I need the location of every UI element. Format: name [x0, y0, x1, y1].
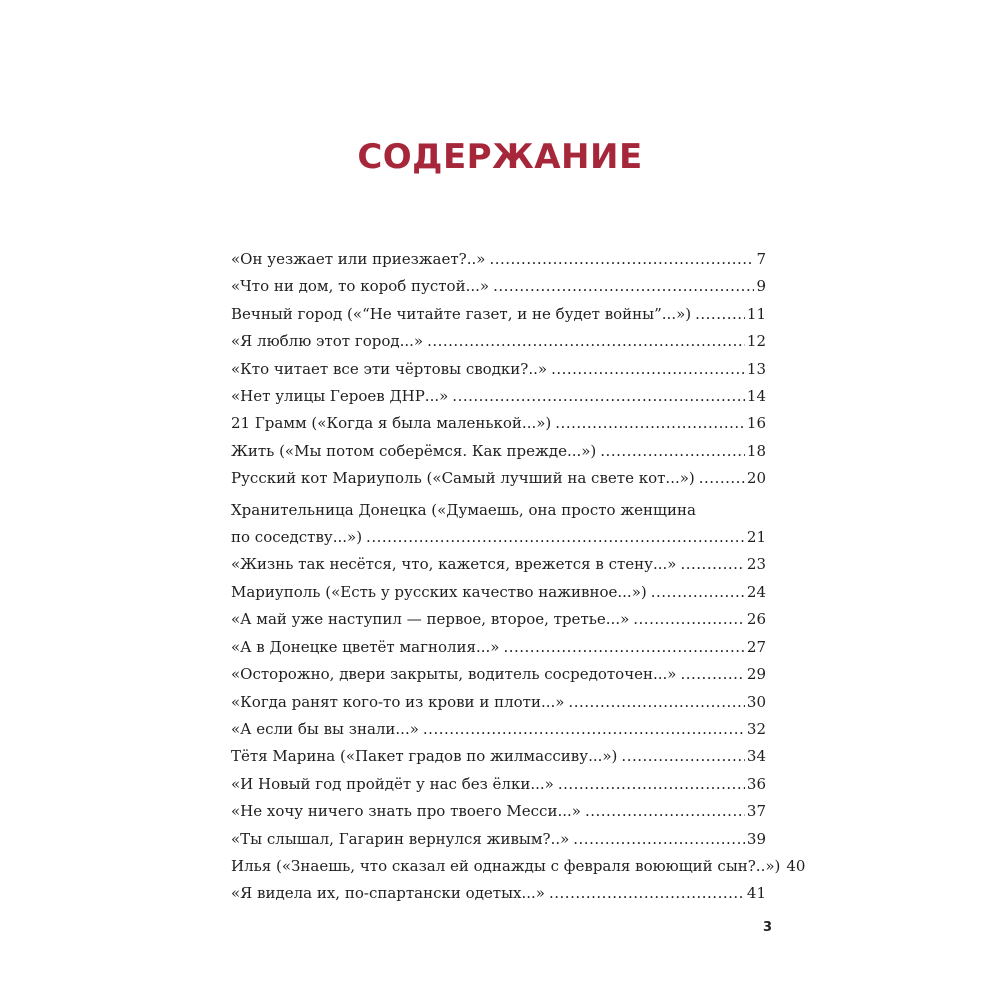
toc-entry	[231, 689, 766, 716]
toc-leader-dots	[585, 798, 745, 825]
toc-entry	[231, 579, 766, 606]
toc-entry-line	[231, 465, 766, 492]
toc-entry-title: «А май уже наступил — первое, второе, третье...»	[231, 610, 630, 629]
toc-entry	[231, 328, 766, 355]
toc-entry-title: Илья («Знаешь, что сказал ей однажды с февраля воюющий сын?..»)	[231, 856, 781, 875]
toc-entry-line	[231, 410, 766, 437]
toc-leader-dots	[493, 273, 754, 300]
toc-entry-page: 13	[746, 359, 766, 378]
toc-entry-line	[231, 661, 766, 688]
toc-entry-line	[231, 246, 766, 273]
toc-entry-page: 36	[746, 774, 766, 793]
toc-entry-title: «Он уезжает или приезжает?..»	[231, 250, 486, 268]
toc-leader-dots	[651, 579, 745, 606]
toc-entry	[231, 273, 766, 300]
toc-entry-title: «Нет улицы Героев ДНР...»	[231, 387, 449, 406]
toc-entry-line	[231, 634, 766, 661]
toc-entry-line	[231, 743, 766, 770]
toc-entry	[231, 438, 766, 465]
toc-leader-dots	[699, 465, 745, 492]
toc-entry-title: 21 Грамм («Когда я была маленькой...»)	[231, 414, 552, 433]
toc-leader-dots	[503, 634, 744, 661]
toc-entry-title: «Не хочу ничего знать про твоего Месси...»	[231, 802, 581, 821]
toc-entry-line	[231, 606, 766, 633]
toc-entry	[231, 880, 766, 907]
toc-entry-title: Жить («Мы потом соберёмся. Как прежде...»)	[231, 441, 597, 460]
toc-entry-line	[231, 551, 766, 578]
toc-entry	[231, 246, 766, 273]
toc-entry-title: «Когда ранят кого-то из крови и плоти...»	[231, 692, 565, 711]
toc-entry-page: 12	[746, 332, 766, 351]
toc-entry-page: 9	[756, 277, 766, 296]
toc-entry	[231, 634, 766, 661]
toc-leader-dots	[427, 328, 745, 355]
toc-entry-line	[231, 853, 806, 880]
toc-entry-page: 23	[746, 555, 766, 574]
toc-entry-line	[231, 301, 766, 328]
toc-entry-title: «Жизнь так несётся, что, кажется, врежется в стену...»	[231, 555, 677, 574]
toc-entry-page: 29	[746, 665, 766, 684]
toc-entry-page: 14	[746, 387, 766, 406]
toc-entry	[231, 853, 806, 880]
toc-entry-title: «А в Донецке цветёт магнолия...»	[231, 637, 500, 656]
toc-entry	[231, 826, 766, 853]
toc-entry-line	[231, 689, 766, 716]
toc-entry-page: 20	[746, 469, 766, 488]
toc-entry-line	[231, 328, 766, 355]
toc-entry-title: Русский кот Мариуполь («Самый лучший на свете кот...»)	[231, 469, 695, 488]
toc-entry-title: «А если бы вы знали...»	[231, 719, 419, 738]
toc-entry	[231, 551, 766, 578]
toc-leader-dots	[695, 301, 745, 328]
toc-leader-dots	[568, 689, 744, 716]
toc-entry	[231, 356, 766, 383]
toc-entry-page: 34	[746, 747, 766, 766]
toc-leader-dots	[555, 410, 745, 437]
toc-entry-title: «Что ни дом, то короб пустой...»	[231, 277, 490, 296]
toc-entry-line	[231, 826, 766, 853]
toc-entry-page: 40	[786, 856, 806, 875]
toc-entry-line	[231, 438, 766, 465]
toc-entry-title: «Осторожно, двери закрыты, водитель сосредоточен...»	[231, 665, 677, 684]
page-title: СОДЕРЖАНИЕ	[357, 136, 643, 177]
toc-entry-line	[231, 273, 766, 300]
toc-entry-page: 11	[746, 304, 766, 323]
toc-leader-dots	[621, 743, 744, 770]
page-number: 3	[762, 920, 772, 935]
toc-entry-title: «Кто читает все эти чёртовы сводки?..»	[231, 359, 548, 378]
toc-entry	[231, 383, 766, 410]
toc-leader-dots	[489, 246, 754, 273]
toc-entry-page: 7	[756, 250, 766, 268]
toc-entry	[231, 798, 766, 825]
toc-entry-line	[231, 716, 766, 743]
toc-entry-line	[231, 771, 766, 798]
toc-leader-dots	[549, 880, 745, 907]
toc-leader-dots	[551, 356, 745, 383]
toc-entry	[231, 606, 766, 633]
toc-entry-page: 30	[746, 692, 766, 711]
table-of-contents	[231, 246, 806, 908]
toc-leader-dots	[366, 524, 745, 551]
toc-entry-page: 37	[746, 802, 766, 821]
toc-entry-page: 26	[746, 610, 766, 629]
toc-entry-page: 27	[746, 637, 766, 656]
toc-entry	[231, 301, 766, 328]
toc-entry-title: Вечный город («“Не читайте газет, и не будет войны”...»)	[231, 304, 692, 323]
toc-entry-title-line: Хранительница Донецка («Думаешь, она просто женщина	[231, 500, 696, 519]
toc-entry-title: «Я люблю этот город...»	[231, 332, 424, 351]
toc-entry-title: по соседству...»)	[231, 528, 363, 547]
toc-entry-title: «Я видела их, по-спартански одетых...»	[231, 884, 545, 903]
toc-entry-line	[231, 798, 766, 825]
toc-leader-dots	[680, 661, 744, 688]
toc-entry	[231, 410, 766, 437]
toc-entry-title: «Ты слышал, Гагарин вернулся живым?..»	[231, 829, 570, 848]
toc-entry-page: 41	[746, 884, 766, 903]
toc-entry-line	[231, 356, 766, 383]
toc-entry	[231, 716, 766, 743]
toc-entry-page: 24	[746, 582, 766, 601]
toc-entry-page: 18	[746, 441, 766, 460]
toc-entry-line	[231, 880, 766, 907]
toc-entry	[231, 743, 766, 770]
toc-leader-dots	[600, 438, 745, 465]
toc-entry	[231, 771, 766, 798]
toc-leader-dots	[680, 551, 744, 578]
toc-entry-page: 21	[746, 528, 766, 547]
toc-entry-line	[231, 579, 766, 606]
toc-leader-dots	[423, 716, 745, 743]
toc-entry-page: 32	[746, 719, 766, 738]
toc-leader-dots	[573, 826, 745, 853]
toc-entry	[231, 497, 766, 552]
toc-entry	[231, 661, 766, 688]
toc-entry-line	[231, 524, 766, 551]
toc-entry-title: «И Новый год пройдёт у нас без ёлки...»	[231, 774, 554, 793]
toc-entry-title: Мариуполь («Есть у русских качество наживное...»)	[231, 582, 647, 601]
toc-entry-page: 16	[746, 414, 766, 433]
toc-entry-line	[231, 383, 766, 410]
toc-leader-dots	[558, 771, 745, 798]
toc-entry-page: 39	[746, 829, 766, 848]
toc-entry-title: Тётя Марина («Пакет градов по жилмассиву...»)	[231, 747, 618, 766]
toc-leader-dots	[633, 606, 745, 633]
toc-entry	[231, 465, 766, 492]
toc-leader-dots	[452, 383, 745, 410]
